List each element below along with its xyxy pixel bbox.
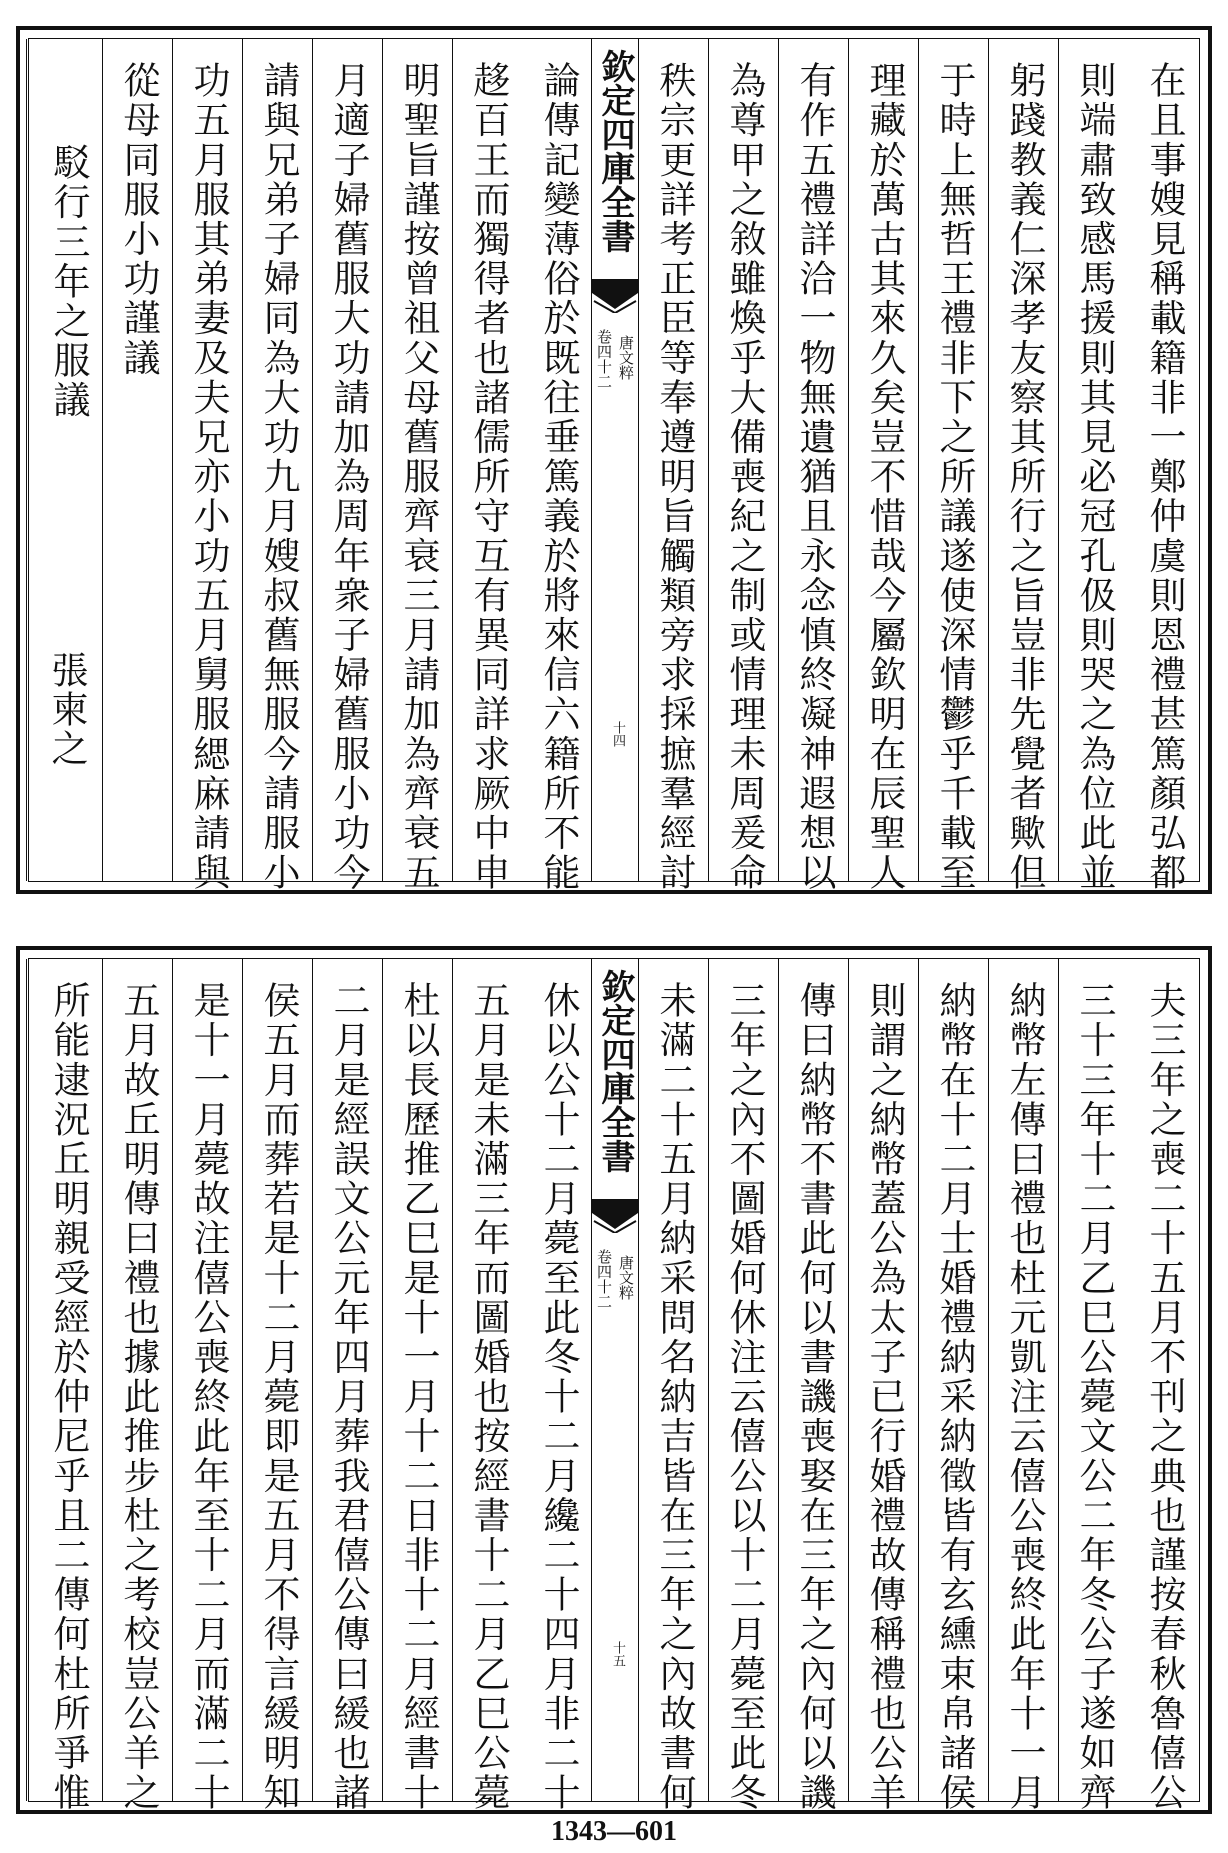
- top-page-text-area: [28, 38, 1200, 893]
- page-code-footer: 1343—601: [551, 1816, 677, 1847]
- column-text: 傳曰納幣不書此何以書譏喪娶在三年之內何以譏: [793, 981, 836, 1813]
- column-text: 月適子婦舊服大功請加為周年衆子婦舊服小功今: [327, 61, 370, 893]
- text-column: [382, 39, 453, 893]
- essay-title-column: [26, 39, 103, 881]
- text-column: [523, 39, 593, 893]
- text-column: [638, 959, 709, 1813]
- column-text: 為尊甲之敘雖煥乎大備喪紀之制或情理未周爰命: [723, 61, 766, 893]
- text-column: [452, 39, 523, 893]
- text-column: [102, 959, 173, 1813]
- column-text: 理藏於萬古其來久矣豈不惜哉今屬欽明在辰聖人: [863, 61, 906, 893]
- text-column: [312, 959, 383, 1813]
- text-column: [638, 39, 709, 893]
- column-text: 三年之內不圖婚何休注云僖公以十二月薨至此冬: [723, 981, 766, 1813]
- text-column: [708, 39, 779, 893]
- text-column: [452, 959, 523, 1813]
- column-text: 休以公十二月薨至此冬十二月纔二十四月非二十: [537, 981, 580, 1813]
- text-column: [1129, 39, 1199, 893]
- folio-number: 十五: [610, 1641, 625, 1667]
- fish-tail-ornament-icon: [592, 1199, 638, 1233]
- column-text: 明聖旨謹按曾祖父母舊服齊衰三月請加為齊衰五: [397, 61, 440, 893]
- column-text: 則端肅致感馬援則其見必冠孔伋則哭之為位此並: [1073, 61, 1116, 893]
- text-column: [708, 959, 779, 1813]
- text-column: [918, 39, 989, 893]
- text-column: [382, 959, 453, 1813]
- column-text: 五月是未滿三年而圖婚也按經書十二月乙巳公薨: [467, 981, 510, 1813]
- center-title: 欽定四庫全書: [595, 969, 635, 1173]
- text-column: [848, 39, 919, 893]
- column-text: 在且事嫂見稱載籍非一鄭仲虞則恩禮甚篤顏弘都: [1143, 61, 1186, 893]
- center-volume: 卷四十二: [595, 329, 613, 389]
- center-book-name: 唐文粹: [617, 335, 635, 380]
- column-text: 杜以長歷推乙巳是十一月十二日非十二月經書十: [397, 981, 440, 1813]
- text-column: [242, 39, 313, 893]
- column-text: 二月是經誤文公元年四月葬我君僖公傳曰緩也諸: [327, 981, 370, 1813]
- text-column: [918, 959, 989, 1813]
- column-text: 于時上無哲王禮非下之所議遂使深情鬱乎千載至: [933, 61, 976, 893]
- text-column: [312, 39, 383, 893]
- folio-number: 十四: [610, 721, 625, 747]
- text-column: [172, 959, 243, 1813]
- fish-tail-ornament-icon: [592, 279, 638, 313]
- bottom-page-text-area: [28, 958, 1200, 1813]
- column-text: 從母同服小功謹議: [117, 61, 160, 378]
- text-column: [778, 39, 849, 893]
- text-column: [988, 959, 1059, 1813]
- bottom-page-frame: [16, 946, 1212, 1814]
- essay-author: 張柬之: [45, 651, 88, 768]
- column-text: 所能逮況丘明親受經於仲尼乎且二傳何杜所爭惟: [47, 981, 90, 1813]
- column-text: 躬踐教義仁深孝友察其所行之旨豈非先覺者歟但: [1003, 61, 1046, 893]
- column-text: 論傳記變薄俗於既往垂篤義於將來信六籍所不能: [537, 61, 580, 893]
- center-book-name: 唐文粹: [617, 1255, 635, 1300]
- column-text: 侯五月而葬若是十二月薨即是五月不得言緩明知: [257, 981, 300, 1813]
- column-text: 有作五禮詳洽一物無遺猶且永念慎終凝神遐想以: [793, 61, 836, 893]
- text-column: [1129, 959, 1199, 1813]
- text-column: [1058, 39, 1129, 893]
- column-text: 納幣左傳曰禮也杜元凱注云僖公喪終此年十一月: [1003, 981, 1046, 1813]
- column-text: 五月故丘明傳曰禮也據此推步杜之考校豈公羊之: [117, 981, 160, 1813]
- column-text: 夫三年之喪二十五月不刊之典也謹按春秋魯僖公: [1143, 981, 1186, 1813]
- center-volume: 卷四十二: [595, 1249, 613, 1309]
- column-text: 未滿二十五月納采問名納吉皆在三年之內故書何: [653, 981, 696, 1813]
- column-text: 三十三年十二月乙巳公薨文公二年冬公子遂如齊: [1073, 981, 1116, 1813]
- column-text: 納幣在十二月士婚禮納采納徵皆有玄纁束帛諸侯: [933, 981, 976, 1813]
- center-ornament-column: [591, 959, 639, 1801]
- column-text: 則謂之納幣蓋公為太子已行婚禮故傳稱禮也公羊: [863, 981, 906, 1813]
- essay-title: 駁行三年之服議: [47, 143, 90, 421]
- column-text: 請與兄弟子婦同為大功九月嫂叔舊無服今請服小: [257, 61, 300, 893]
- text-column: [778, 959, 849, 1813]
- center-title: 欽定四庫全書: [595, 49, 635, 253]
- text-column: [242, 959, 313, 1813]
- center-ornament-column: [591, 39, 639, 881]
- top-page-frame: [16, 26, 1212, 894]
- column-text: 是十一月薨故注僖公喪終此年至十二月而滿二十: [187, 981, 230, 1813]
- column-text: 秩宗更詳考正臣等奉遵明旨觸類旁求採摭羣經討: [653, 61, 696, 893]
- text-column: [1058, 959, 1129, 1813]
- text-column: [172, 39, 243, 893]
- text-column: [988, 39, 1059, 893]
- column-text: 功五月服其弟妻及夫兄亦小功五月舅服緦麻請與: [187, 61, 230, 893]
- text-column: [848, 959, 919, 1813]
- text-column: [102, 39, 173, 881]
- text-column: [523, 959, 593, 1813]
- column-text: 趍百王而獨得者也諸儒所守互有異同詳求厥中申: [467, 61, 510, 893]
- text-column: [26, 959, 103, 1813]
